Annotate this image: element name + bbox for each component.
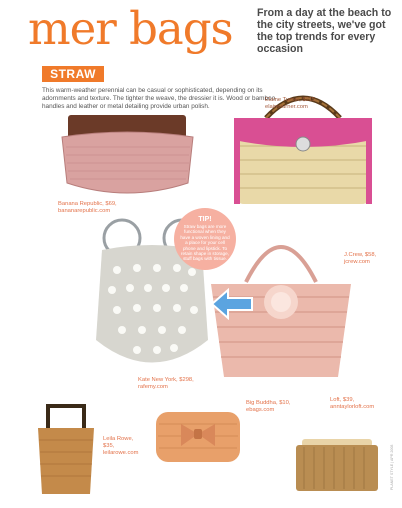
page-credit: PLANET STYLE | APR 2008 (390, 444, 394, 490)
leila-rowe-tote-image (34, 398, 98, 498)
caption-j-crew: J.Crew, $58, jcrew.com (344, 252, 377, 265)
loft-clutch-image (292, 435, 382, 495)
caption-leila-rowe: Leila Rowe, $35, leilarowe.com (103, 436, 139, 456)
section-tag: STRAW (42, 66, 104, 82)
banana-republic-clutch-image (60, 113, 195, 198)
caption-loft: Loft, $39, anntaylorloft.com (330, 397, 375, 410)
big-buddha-clutch-image (153, 406, 243, 466)
arrow-icon (210, 288, 254, 320)
intro-text: From a day at the beach to the city streets, we've got the top trends for every occasion (257, 7, 392, 55)
caption-kate-new-york: Kate New York, $298, rafemy.com (138, 377, 194, 390)
caption-elaine-turner: Elaine Turner, $215, elaineturner.com (265, 97, 317, 110)
page-title: mer bags (28, 2, 233, 55)
tip-text: Straw bags are more functional when they have a woven lining and a place for your cell phone and lipstick. To retain shape in storage, stuff bags with tissue. (180, 224, 230, 262)
caption-big-buddha: Big Buddha, $10, ebags.com (246, 400, 291, 413)
section-body: This warm-weather perennial can be casual or sophisticated, depending on its adornments and texture. The tighter the weave, the dressier it is. Wood or bamboo handles and leather or metal detailing provide urban polish. (42, 87, 276, 110)
caption-banana-republic: Banana Republic, $69, bananarepublic.com (58, 201, 117, 214)
tip-title: TIP! (198, 216, 212, 223)
